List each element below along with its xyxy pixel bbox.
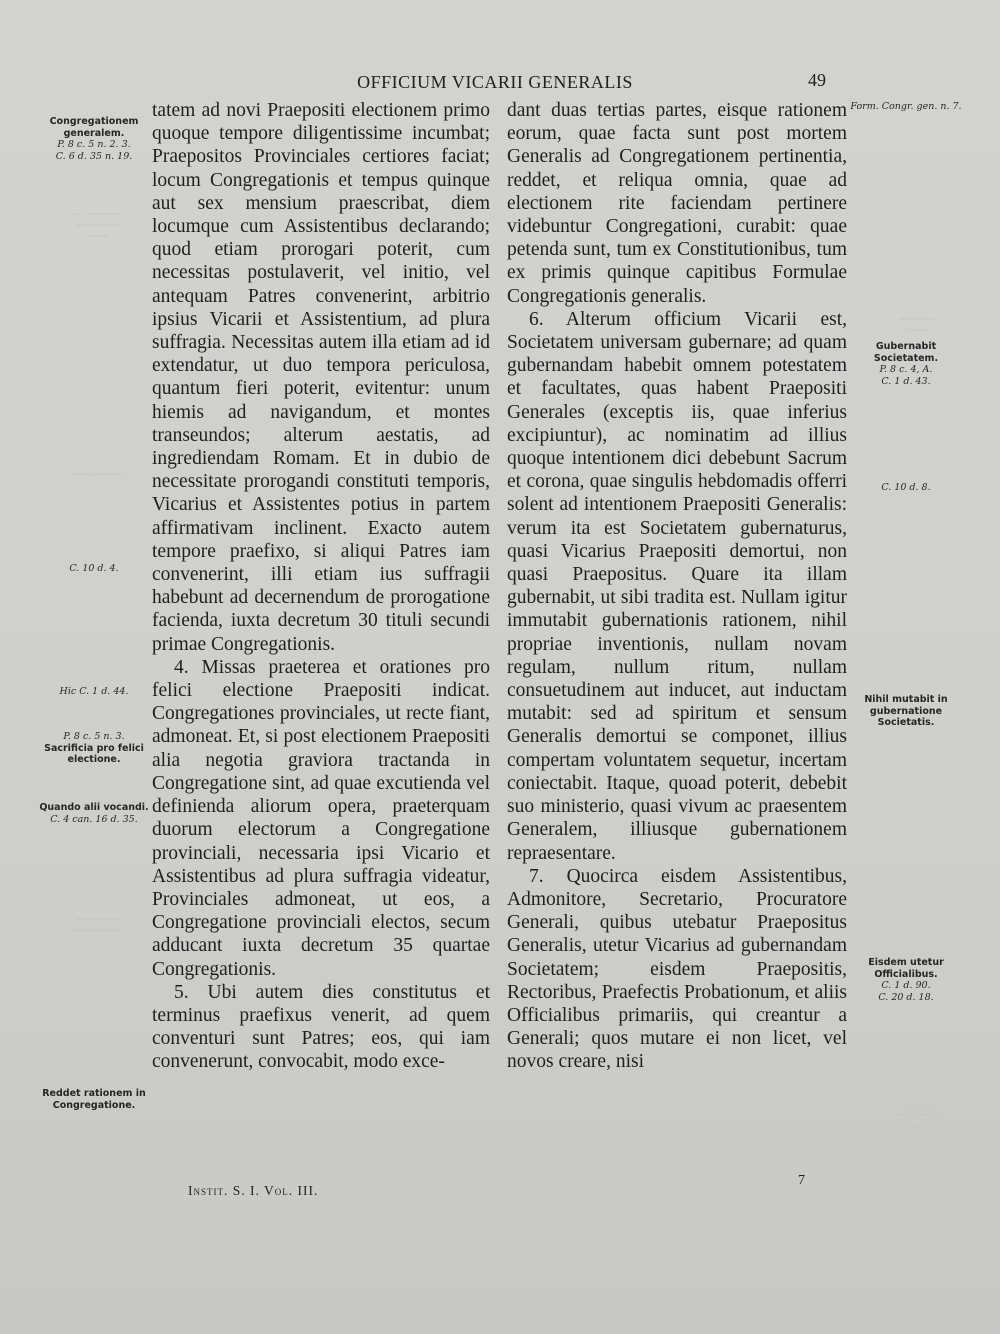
margin-note-c10-d8 <box>848 482 964 494</box>
note-ref: C. 1 d. 43. <box>881 375 931 387</box>
margin-note-quando <box>36 802 152 825</box>
bleed-through-text: ~~~~~~ ~~~~~~~ <box>71 915 124 936</box>
paragraph: 4. Missas praeterea et orationes pro felici electione Praepositi indicat. Congregationes provinciales, ut recte fiant, admoneat. Et, si post electionem Praepositi alia negotia graviora tractanda in Congregatione sint, ad quae excutienda vel definienda aliorum opera, praeterquam duorum electorum a Congregatione provinciali, necessaria ipsi Vicario et Assistentibus ad plura suffragia videatur, Provinciales admoneat, ut eos, a Congregatione provinciali electos, secum adducant iuxta decretum 35 quartae Congregationis. <box>152 656 490 980</box>
paragraph: dant duas tertias partes, eisque rationem eorum, quae facta sunt post mortem Generalis ad Congregationem pertinentia, reddet, et reliqua omnia, quae ad electionem rite faciendam pertinere videbuntur Congregationi, curabit: quae petenda sunt, tum ex Constitutionibus, tum ex primis quinque capitibus Formulae Congregationis generalis. <box>507 100 847 307</box>
note-title: Congregationem generalem. <box>49 116 139 139</box>
margin-note-form-congr <box>848 101 964 113</box>
bleed-through-text: ~~~~~ ~~~~~~ ~~~ <box>894 1100 941 1132</box>
bleed-through-text: ~~~~~~~ <box>71 470 124 480</box>
right-text-column <box>507 99 847 1074</box>
note-ref: P. 8 c. 4, A. <box>879 364 933 375</box>
bleed-through-text: ~~~~~ ~~~ <box>898 315 937 336</box>
margin-note-congregationem <box>36 116 152 162</box>
note-ref: Form. Congr. gen. n. 7. <box>850 101 962 112</box>
margin-note-reddet <box>36 1088 152 1111</box>
note-ref: C. 10 d. 4. <box>69 563 119 574</box>
note-ref: P. 8 c. 5 n. 2. 3. <box>57 139 131 150</box>
paragraph: 7. Quocirca eisdem Assistentibus, Admonitore, Secretario, Procuratore Generali, quibus utebatur Praepositus Generalis, utetur Vicarius ad gubernandam Societatem; eisdem Praepositis, Rectoribus, Praefectis Probationum, et aliis Officialibus primariis, qui creantur a Generali; quos mutare ei non licet, vel novos creare, nisi <box>507 865 847 1073</box>
page-number: 49 <box>808 70 826 90</box>
sheet-number: 7 <box>798 1173 805 1188</box>
margin-note-nihil <box>848 694 964 729</box>
note-title: Nihil mutabit in gubernatione Societatis. <box>864 694 948 728</box>
margin-note-c10-d4 <box>36 563 152 575</box>
signature-line: Instit. S. I. Vol. III. <box>188 1183 319 1198</box>
margin-note-gubernabit <box>848 341 964 387</box>
note-ref: C. 10 d. 8. <box>881 482 931 493</box>
note-ref: C. 1 d. 90. <box>881 980 931 991</box>
note-title: Eisdem utetur Officialibus. <box>868 957 944 980</box>
note-ref: C. 20 d. 18. <box>878 991 934 1003</box>
note-ref: Hic C. 1 d. 44. <box>59 686 129 697</box>
note-ref: C. 4 can. 16 d. 35. <box>50 813 138 825</box>
margin-note-eisdem <box>848 957 964 1003</box>
margin-note-sacrificia <box>36 731 152 766</box>
note-title: Reddet rationem in Congregatione. <box>42 1088 146 1111</box>
paragraph: tatem ad novi Praepositi electionem primo quoque tempore diligentissime incumbat; Praepositos Provinciales certiores faciat; locum Congregationis et tempus quinque aut sex mensium praescribat, diem locumque cum Assistentibus declarando; quod etiam prorogari poterit, cum necessitas postulaverit, vel initio, vel antequam Patres convenerint, arbitrio ipsius Vicarii et Assistentium, ad plura suffragia. Necessitas autem illa etiam ad id extendatur, ut duo tempora periculosa, quantum fieri poterit, evitentur: unum hiemis ad navigandum, et montes transeundos; alterum aestatis, ad ingrediendam Romam. Et in dubio de necessitate prorogandi constituti temporis, Vicarius et Assistentes potius in partem affirmativam inclinent. Exacto autem tempore praefixo, si aliqui Patres iam convenerint, illi etiam ius suffragii habebunt ad decernendum de prorogatione facienda, iuxta decretum 30 tituli secundi primae Congregationis. <box>152 100 490 655</box>
note-ref: C. 6 d. 35 n. 19. <box>55 150 133 162</box>
note-title: Gubernabit Societatem. <box>873 341 939 364</box>
paragraph: 5. Ubi autem dies constitutus et terminus praefixus venerit, ad quem conventuri sunt Patres; eos, qui iam convenerunt, convocabit, modo exce- <box>152 981 490 1073</box>
note-ref: P. 8 c. 5 n. 3. <box>63 731 125 742</box>
margin-note-hic <box>36 686 152 698</box>
paragraph: 6. Alterum officium Vicarii est, Societatem universam gubernare; ad quam gubernandam habebit omnem potestatem et facultates, quas habent Praepositi Generales (exceptis iis, quae inferius excipiuntur), ac nominatim ad illius quoque intentionem dici debebunt Sacrum et corona, quae singulis hebdomadis offerri solent ad intentionem Praepositi Generalis: verum ita est Societatem gubernaturus, quasi Vicarius Praepositi demortui, non quasi Praepositus. Quare ita illam gubernabit, ut sibi tradita est. Nullam igitur immutabit gubernationis rationem, nihil propriae inventionis, nullam novam regulam, nullum ritum, nullam consuetudinem aut inducet, aut inductam mutabit: sed ad spiritum et sensum Generalis demortui se componet, illius compertam voluntatem sequetur, incertam coniectabit. Itaque, quoad poterit, debebit suo ministerio, quasi vivum ac praesentem Generalem, illiusque gubernationem repraesentare. <box>507 308 847 864</box>
bleed-through-text: ~ ~~~~~ ~~~~~~ ~~~ <box>73 210 122 242</box>
left-text-column <box>152 99 490 1074</box>
note-title: Quando alii vocandi. <box>39 802 149 813</box>
note-title: Sacrificia pro felici electione. <box>44 742 144 765</box>
running-head: OFFICIUM VICARII GENERALIS <box>357 72 633 92</box>
